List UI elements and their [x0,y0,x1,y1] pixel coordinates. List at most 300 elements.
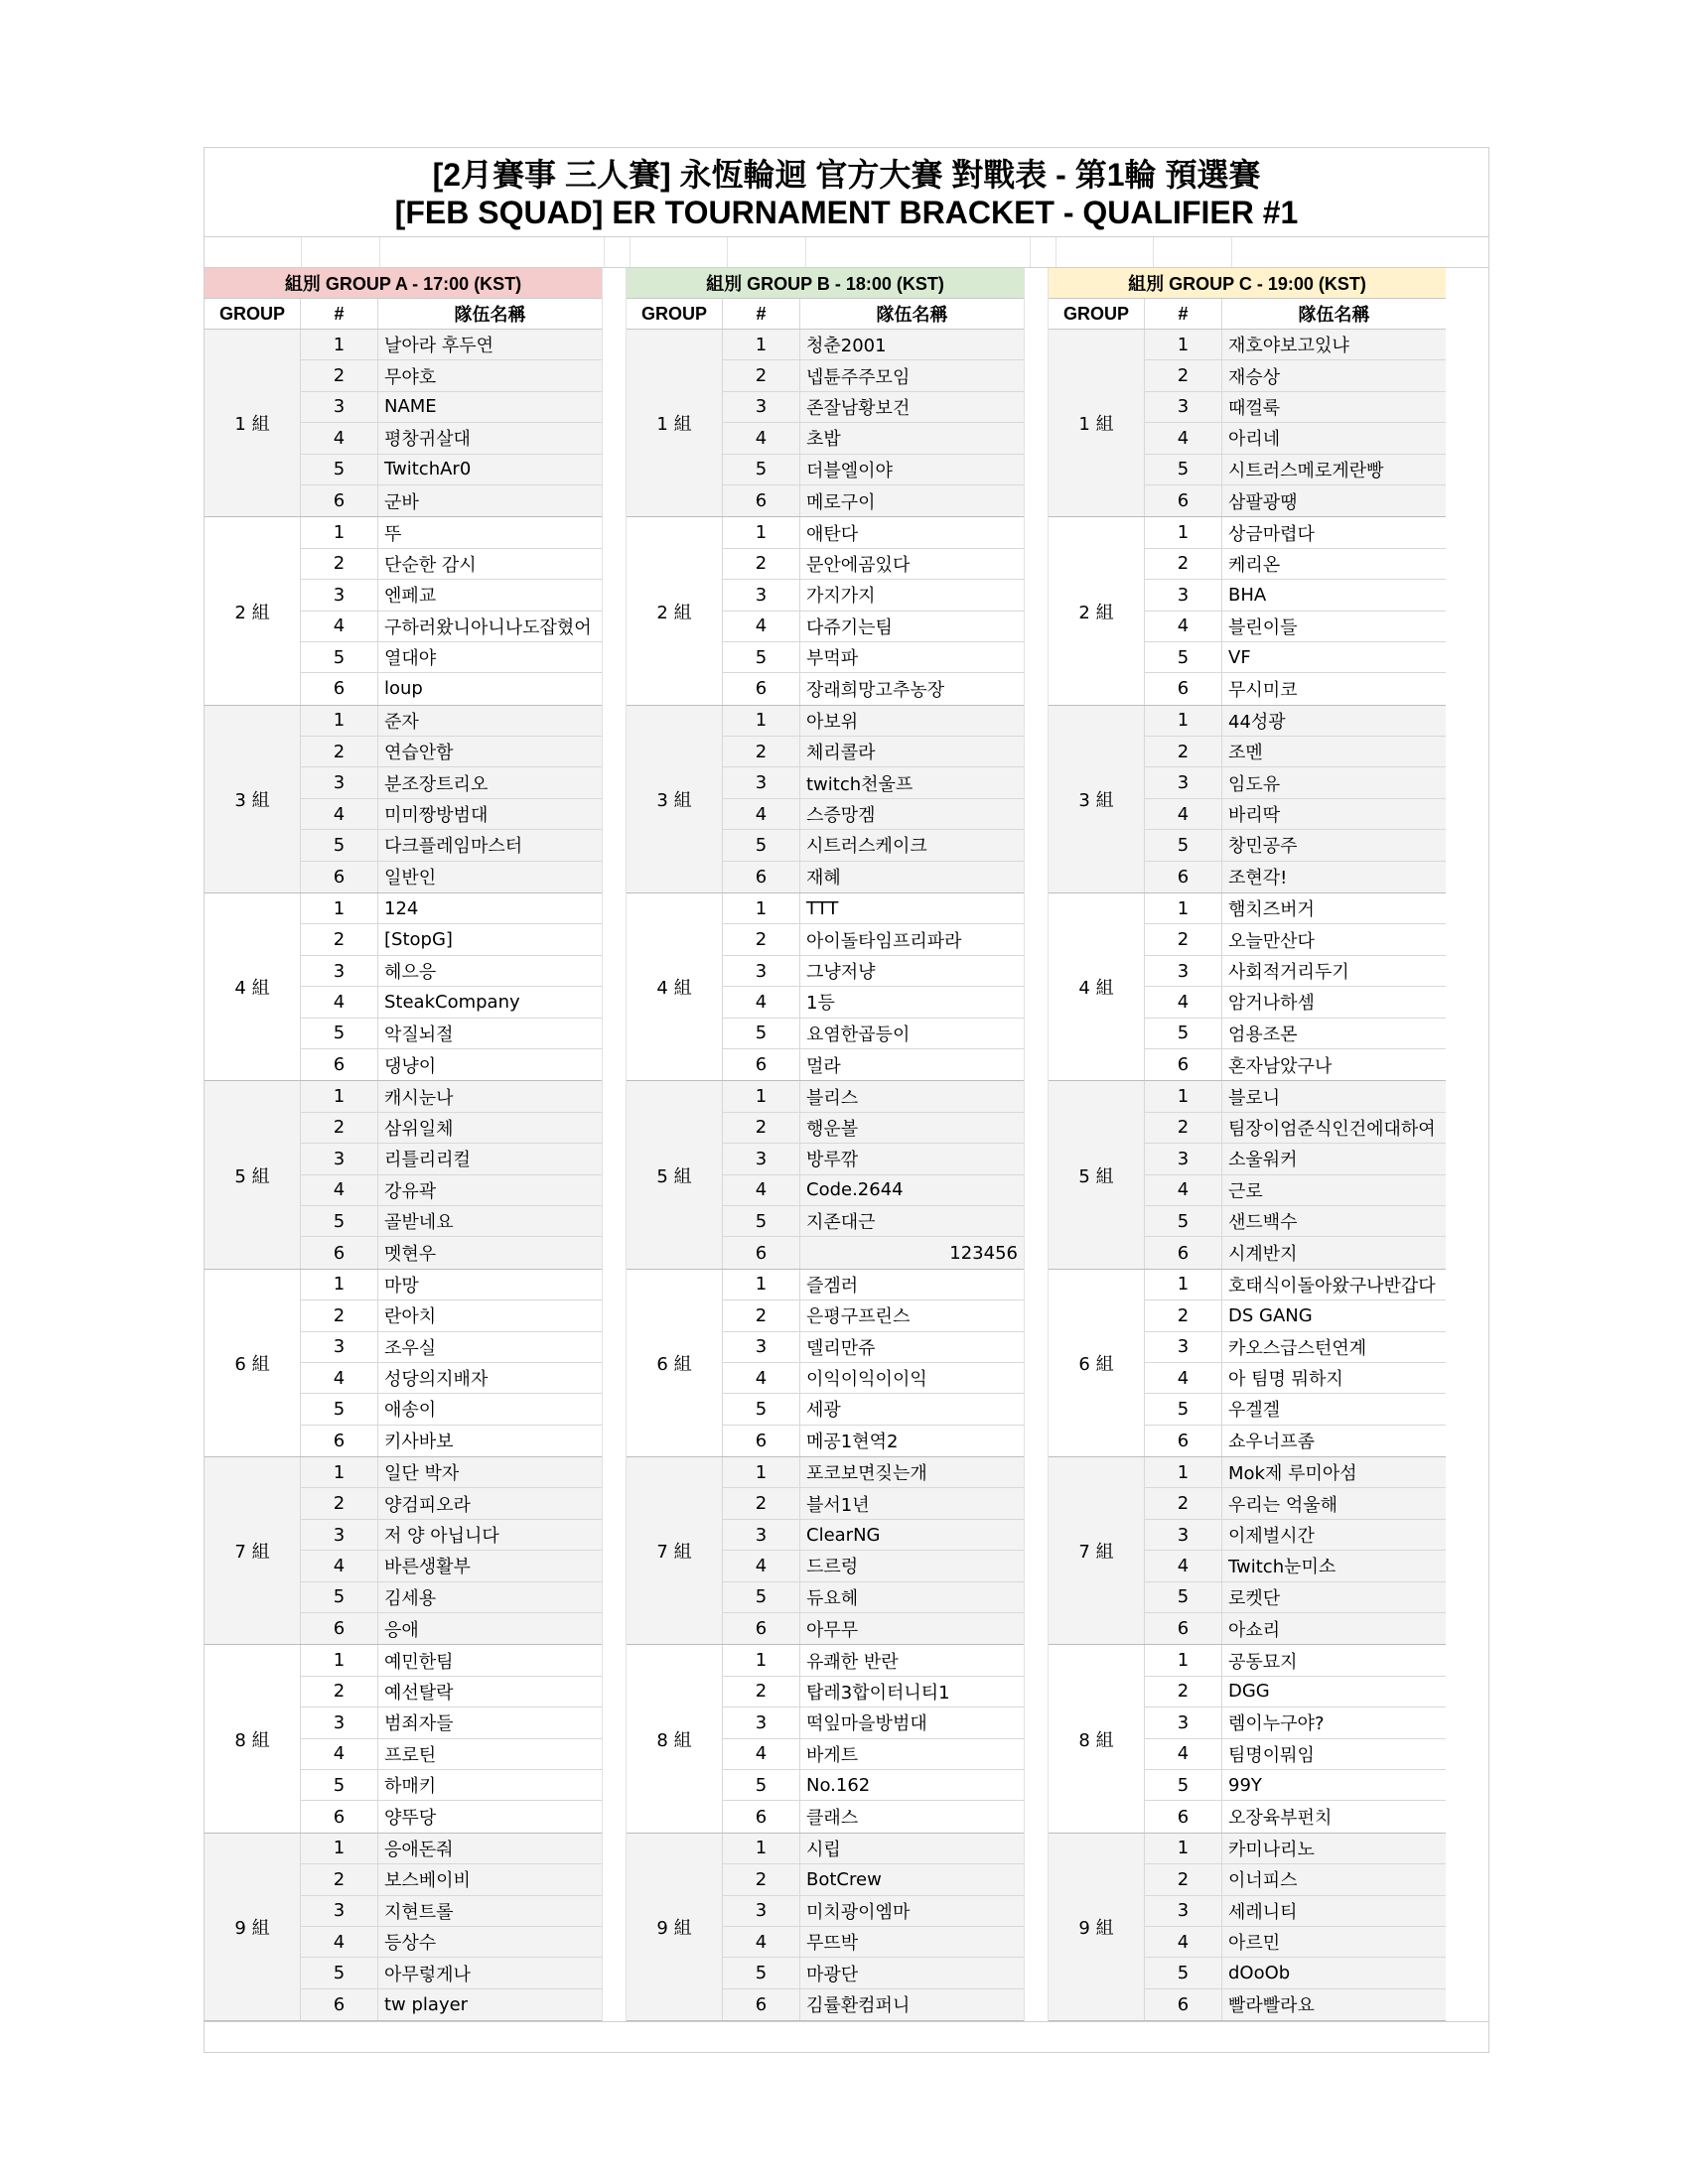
team-number: 5 [301,1958,378,1987]
team-row [301,1520,602,1551]
team-name: 아무무 [806,1619,859,1641]
team-row [301,1958,602,1988]
team-row [301,987,602,1018]
team-name: 사회적거리두기 [1228,962,1349,983]
team-row [1145,956,1446,987]
team-name: DGG [1228,1681,1270,1703]
team-number: 5 [301,1019,378,1048]
team-name: DS GANG [1228,1304,1313,1326]
team-name: 재호야보고있냐 [1228,336,1349,357]
team-name: 방루깎 [806,1150,859,1171]
team-name: 탑레3합이터니티1 [806,1682,950,1704]
team-row [301,423,602,454]
team-number: 6 [1145,1237,1222,1268]
team-number: 5 [723,830,800,860]
subgroup-block [1049,1645,1446,1833]
team-number: 6 [723,673,800,704]
team-number: 4 [1145,1739,1222,1769]
team-name: tw player [384,1993,469,2015]
team-number: 5 [1145,1019,1222,1048]
team-number: 5 [1145,830,1222,860]
team-name: 엄용조몬 [1228,1024,1298,1045]
team-number: 3 [301,1896,378,1926]
team-name: 지현트롤 [384,1901,454,1923]
team-row [301,1049,602,1080]
team-name: 아리네 [1228,429,1281,451]
team-number: 1 [301,330,378,359]
subgroup-block [1049,1834,1446,2021]
team-name: 떡잎마을방범대 [806,1713,927,1735]
team-name: TTT [806,897,839,919]
team-row [1145,1801,1446,1832]
subgroup-label: 4 組 [627,893,723,1080]
team-row [301,360,602,391]
team-name: 조현각! [1228,868,1288,889]
subgroup-block [205,1081,602,1269]
team-row [723,924,1024,955]
team-name: 팀장이엄준식인건에대하여 [1228,1118,1436,1140]
team-row [301,956,602,987]
team-name: 세광 [806,1400,841,1422]
subgroup-label: 1 組 [1049,330,1145,516]
team-number: 1 [1145,1645,1222,1675]
team-name: twitch천울프 [806,773,914,795]
team-name: 혼자남았구나 [1228,1055,1333,1077]
team-name: loup [384,678,423,700]
team-row [723,1989,1024,2020]
team-row [301,1237,602,1268]
team-number: 6 [1145,1801,1222,1832]
team-row [1145,455,1446,485]
team-name: 하매키 [384,1776,437,1798]
subgroup-label: 5 組 [1049,1081,1145,1268]
team-number: 2 [723,1113,800,1143]
team-row [1145,987,1446,1018]
team-number: 2 [1145,1113,1222,1143]
team-number: 5 [1145,1770,1222,1800]
team-name: 프로틴 [384,1744,437,1766]
team-number: 2 [723,1488,800,1518]
team-name: 이너피스 [1228,1870,1298,1892]
team-number: 1 [723,1645,800,1675]
team-number: 4 [723,423,800,453]
team-name: 김률환컴퍼니 [806,1995,911,2017]
team-name: 블린이들 [1228,616,1298,638]
subgroup-block [1049,706,1446,893]
team-number: 3 [723,1520,800,1550]
team-number: 4 [723,612,800,641]
column-header-number: # [1145,299,1222,329]
team-name: 오늘만산다 [1228,930,1315,952]
team-name: SteakCompany [384,991,520,1013]
team-name: NAME [384,396,437,418]
team-name: 열대야 [384,648,437,670]
team-number: 3 [723,580,800,610]
team-row [1145,1300,1446,1331]
team-name: 부먹파 [806,648,859,670]
team-name: 댕냥이 [384,1055,437,1077]
team-row [723,1363,1024,1394]
team-row [1145,517,1446,548]
subgroup-block [627,517,1024,705]
column-header-row [205,299,602,330]
group-header: 組別 GROUP C - 19:00 (KST) [1049,268,1446,299]
team-row [723,1457,1024,1488]
team-row [723,737,1024,767]
team-row [723,1551,1024,1581]
team-number: 6 [301,673,378,704]
subgroup-label: 3 組 [1049,706,1145,892]
team-row [301,1834,602,1864]
team-row [723,1834,1024,1864]
team-number: 2 [301,549,378,579]
subgroup-block [627,330,1024,517]
subgroup-block [627,1081,1024,1269]
column-header-team-name: 隊伍名稱 [876,305,948,325]
team-number: 1 [1145,706,1222,736]
team-row [301,1613,602,1644]
subgroup-label: 1 組 [205,330,301,516]
team-row [1145,1896,1446,1927]
team-number: 2 [301,924,378,954]
team-number: 6 [723,1989,800,2020]
team-name: 블서1년 [806,1494,870,1516]
team-number: 3 [301,1144,378,1173]
team-name: 넵튠주주모임 [806,366,911,388]
subgroup-label: 9 組 [205,1834,301,2020]
subgroup-block [627,1834,1024,2021]
subgroup-label: 6 組 [1049,1270,1145,1456]
team-row [301,1081,602,1112]
subgroup-block [205,1457,602,1645]
team-number: 1 [723,1270,800,1299]
subgroup-block [627,1457,1024,1645]
team-name: 1등 [806,993,835,1015]
team-row [1145,1770,1446,1801]
team-name: 골받네요 [384,1212,454,1234]
team-row [1145,1927,1446,1958]
team-number: 2 [301,1677,378,1706]
subgroup-label: 9 組 [1049,1834,1145,2020]
team-number: 4 [301,1363,378,1393]
team-row [723,862,1024,892]
subgroup-label: 8 組 [1049,1645,1145,1832]
subgroup-label: 7 組 [1049,1457,1145,1644]
team-name: 카미나리노 [1228,1839,1315,1860]
team-name: 메공1현역2 [806,1432,899,1453]
team-name: Mok제 루미아섬 [1228,1463,1357,1485]
team-row [301,1270,602,1300]
team-name: 팀명이뭐임 [1228,1744,1315,1766]
team-name: 무뜨박 [806,1933,859,1955]
team-row [723,1019,1024,1049]
team-row [723,1520,1024,1551]
team-number: 1 [1145,1081,1222,1111]
team-name: 캐시눈나 [384,1087,454,1109]
team-number: 1 [723,706,800,736]
team-number: 2 [723,737,800,766]
team-name: Twitch눈미소 [1228,1557,1336,1578]
team-row [723,1770,1024,1801]
team-name: 스증망겜 [806,805,876,827]
team-row [1145,1488,1446,1519]
team-number: 1 [1145,1270,1222,1299]
group-column [205,268,602,2021]
subgroup-label: 6 組 [205,1270,301,1456]
column-header-team-name: 隊伍名稱 [1298,305,1370,325]
subgroup-label: 1 組 [627,330,723,516]
team-number: 1 [723,330,800,359]
team-name: 다크플레임마스터 [384,836,523,858]
team-number: 3 [1145,1896,1222,1926]
team-name: [StopG] [384,929,453,951]
team-name: 구하러왔니아니나도잡혔어 [384,616,592,638]
team-name: 분조장트리오 [384,773,489,795]
team-number: 1 [301,517,378,547]
team-row [1145,1958,1446,1988]
team-row [723,455,1024,485]
team-number: 4 [723,799,800,829]
subgroup-label: 7 組 [205,1457,301,1644]
team-row [723,1049,1024,1080]
team-row [723,893,1024,924]
team-name: 마광단 [806,1964,859,1985]
team-name: 일반인 [384,868,437,889]
subgroup-block [205,1834,602,2021]
team-name: 멧현우 [384,1244,437,1266]
team-name: 김세용 [384,1587,437,1609]
team-name: 케리온 [1228,554,1281,576]
column-header-group: GROUP [1049,299,1145,329]
team-number: 1 [301,1270,378,1299]
team-number: 4 [301,1739,378,1769]
bottom-spacer-row [205,2021,1488,2052]
subgroup-label: 8 組 [205,1645,301,1832]
team-number: 5 [301,1206,378,1236]
team-name: 시립 [806,1839,841,1860]
team-row [301,1206,602,1237]
team-number: 5 [723,455,800,484]
team-name: 삼위일체 [384,1118,454,1140]
group-column [1049,268,1446,2021]
team-name: 악질뇌절 [384,1024,454,1045]
team-row [301,1394,602,1425]
team-row [301,1175,602,1206]
team-number: 6 [301,1801,378,1832]
team-number: 4 [1145,799,1222,829]
subgroup-block [627,1645,1024,1833]
team-number: 4 [1145,612,1222,641]
team-row [301,924,602,955]
team-name: 조우실 [384,1337,437,1359]
team-number: 4 [301,1927,378,1957]
column-header-number: # [301,299,378,329]
team-name: 문안에곰있다 [806,554,911,576]
team-row [1145,737,1446,767]
team-number: 1 [1145,1457,1222,1487]
team-number: 5 [723,1770,800,1800]
team-number: 6 [723,1237,800,1268]
team-row [1145,1707,1446,1738]
team-row [1145,862,1446,892]
team-name: 세레니티 [1228,1901,1298,1923]
team-name: TwitchAr0 [384,459,472,480]
team-name: 멀라 [806,1055,841,1077]
team-name: 애송이 [384,1400,437,1422]
team-number: 3 [301,392,378,422]
team-row [723,1332,1024,1363]
team-number: 1 [301,1457,378,1487]
team-number: 3 [301,1332,378,1362]
subgroup-label: 3 組 [205,706,301,892]
team-number: 2 [723,360,800,390]
team-row [1145,580,1446,611]
team-number: 2 [723,1300,800,1330]
team-row [1145,330,1446,360]
column-header-group: GROUP [205,299,301,329]
team-name: 강유곽 [384,1180,437,1202]
team-row [723,1739,1024,1770]
column-header-row [1049,299,1446,330]
team-number: 4 [723,987,800,1017]
team-row [1145,1551,1446,1581]
team-number: 6 [723,1426,800,1456]
team-name: 임도유 [1228,773,1281,795]
team-number: 6 [1145,673,1222,704]
team-number: 5 [301,830,378,860]
team-number: 3 [301,767,378,797]
team-row [301,1645,602,1676]
team-number: 6 [723,485,800,516]
team-number: 6 [1145,485,1222,516]
team-row [723,1270,1024,1300]
team-number: 3 [301,1520,378,1550]
team-name: 응애돈줘 [384,1839,454,1860]
team-row [301,799,602,830]
team-row [1145,1049,1446,1080]
team-number: 5 [301,1582,378,1612]
team-name: 예선탈락 [384,1682,454,1704]
team-row [723,1613,1024,1644]
team-number: 2 [1145,1677,1222,1706]
team-number: 6 [723,862,800,892]
team-name: 애탄다 [806,523,859,545]
team-number: 2 [1145,1864,1222,1894]
team-number: 4 [301,612,378,641]
team-number: 1 [1145,517,1222,547]
team-row [301,1677,602,1707]
team-name: 카오스급스턴연계 [1228,1337,1367,1359]
team-row [723,1707,1024,1738]
team-number: 4 [1145,1363,1222,1393]
team-row [1145,924,1446,955]
team-name: 청춘2001 [806,336,887,357]
team-number: 6 [723,1801,800,1832]
team-number: 5 [301,642,378,672]
team-number: 2 [301,1300,378,1330]
team-row [723,1896,1024,1927]
team-row [301,392,602,423]
team-name: 우겔겔 [1228,1400,1281,1422]
team-number: 2 [723,1677,800,1706]
team-row [1145,1113,1446,1144]
team-row [723,706,1024,737]
team-name: ClearNG [806,1524,881,1546]
team-number: 2 [301,1113,378,1143]
team-name: 소울워커 [1228,1150,1298,1171]
team-number: 6 [1145,1613,1222,1644]
team-name: 미미짱방범대 [384,805,489,827]
team-row [301,1739,602,1770]
team-number: 5 [1145,1206,1222,1236]
column-header-team-name: 隊伍名稱 [454,305,526,325]
team-name: 단순한 감시 [384,554,477,576]
team-number: 6 [1145,1426,1222,1456]
team-number: 3 [1145,1332,1222,1362]
title-english: [FEB SQUAD] ER TOURNAMENT BRACKET - QUALIFIER #1 [394,195,1299,230]
team-row [301,1363,602,1394]
team-name: 평창귀살대 [384,429,471,451]
team-row [1145,799,1446,830]
team-name: 메로구이 [806,491,876,513]
team-number: 5 [723,1958,800,1987]
team-row [301,612,602,642]
team-row [723,1113,1024,1144]
team-number: 3 [301,1707,378,1737]
team-row [723,1237,1024,1268]
team-name: 가지가지 [806,586,876,608]
subgroup-label: 2 組 [1049,517,1145,704]
subgroup-label: 2 組 [205,517,301,704]
team-name: 99Y [1228,1774,1262,1796]
subgroup-block [627,706,1024,893]
column-header-group: GROUP [627,299,723,329]
subgroup-block [205,1270,602,1457]
team-number: 2 [723,1864,800,1894]
team-row [1145,1645,1446,1676]
team-name: 이익이익이이익 [806,1369,927,1391]
team-name: 클래스 [806,1808,859,1830]
team-row [1145,767,1446,798]
team-name: 삼팔광땡 [1228,491,1298,513]
subgroup-block [627,1270,1024,1457]
team-number: 1 [301,706,378,736]
groups-container [205,268,1488,2021]
team-number: 2 [1145,924,1222,954]
subgroup-label: 5 組 [205,1081,301,1268]
team-number: 1 [1145,893,1222,923]
team-row [723,956,1024,987]
team-row [301,1989,602,2020]
subgroup-label: 7 組 [627,1457,723,1644]
team-row [301,1896,602,1927]
team-row [723,1300,1024,1331]
team-name: BotCrew [806,1868,882,1890]
team-number: 1 [1145,330,1222,359]
team-name: 조멘 [1228,743,1263,764]
team-number: 2 [1145,360,1222,390]
team-row [723,1864,1024,1895]
team-row [723,1927,1024,1958]
team-name: 헤으응 [384,962,437,983]
team-number: 3 [723,956,800,986]
bracket-sheet [204,147,1489,2053]
team-name: 뚜 [384,523,402,545]
team-name: 아보위 [806,711,859,733]
team-row [301,330,602,360]
team-row [1145,612,1446,642]
team-name: 미치광이엠마 [806,1901,911,1923]
